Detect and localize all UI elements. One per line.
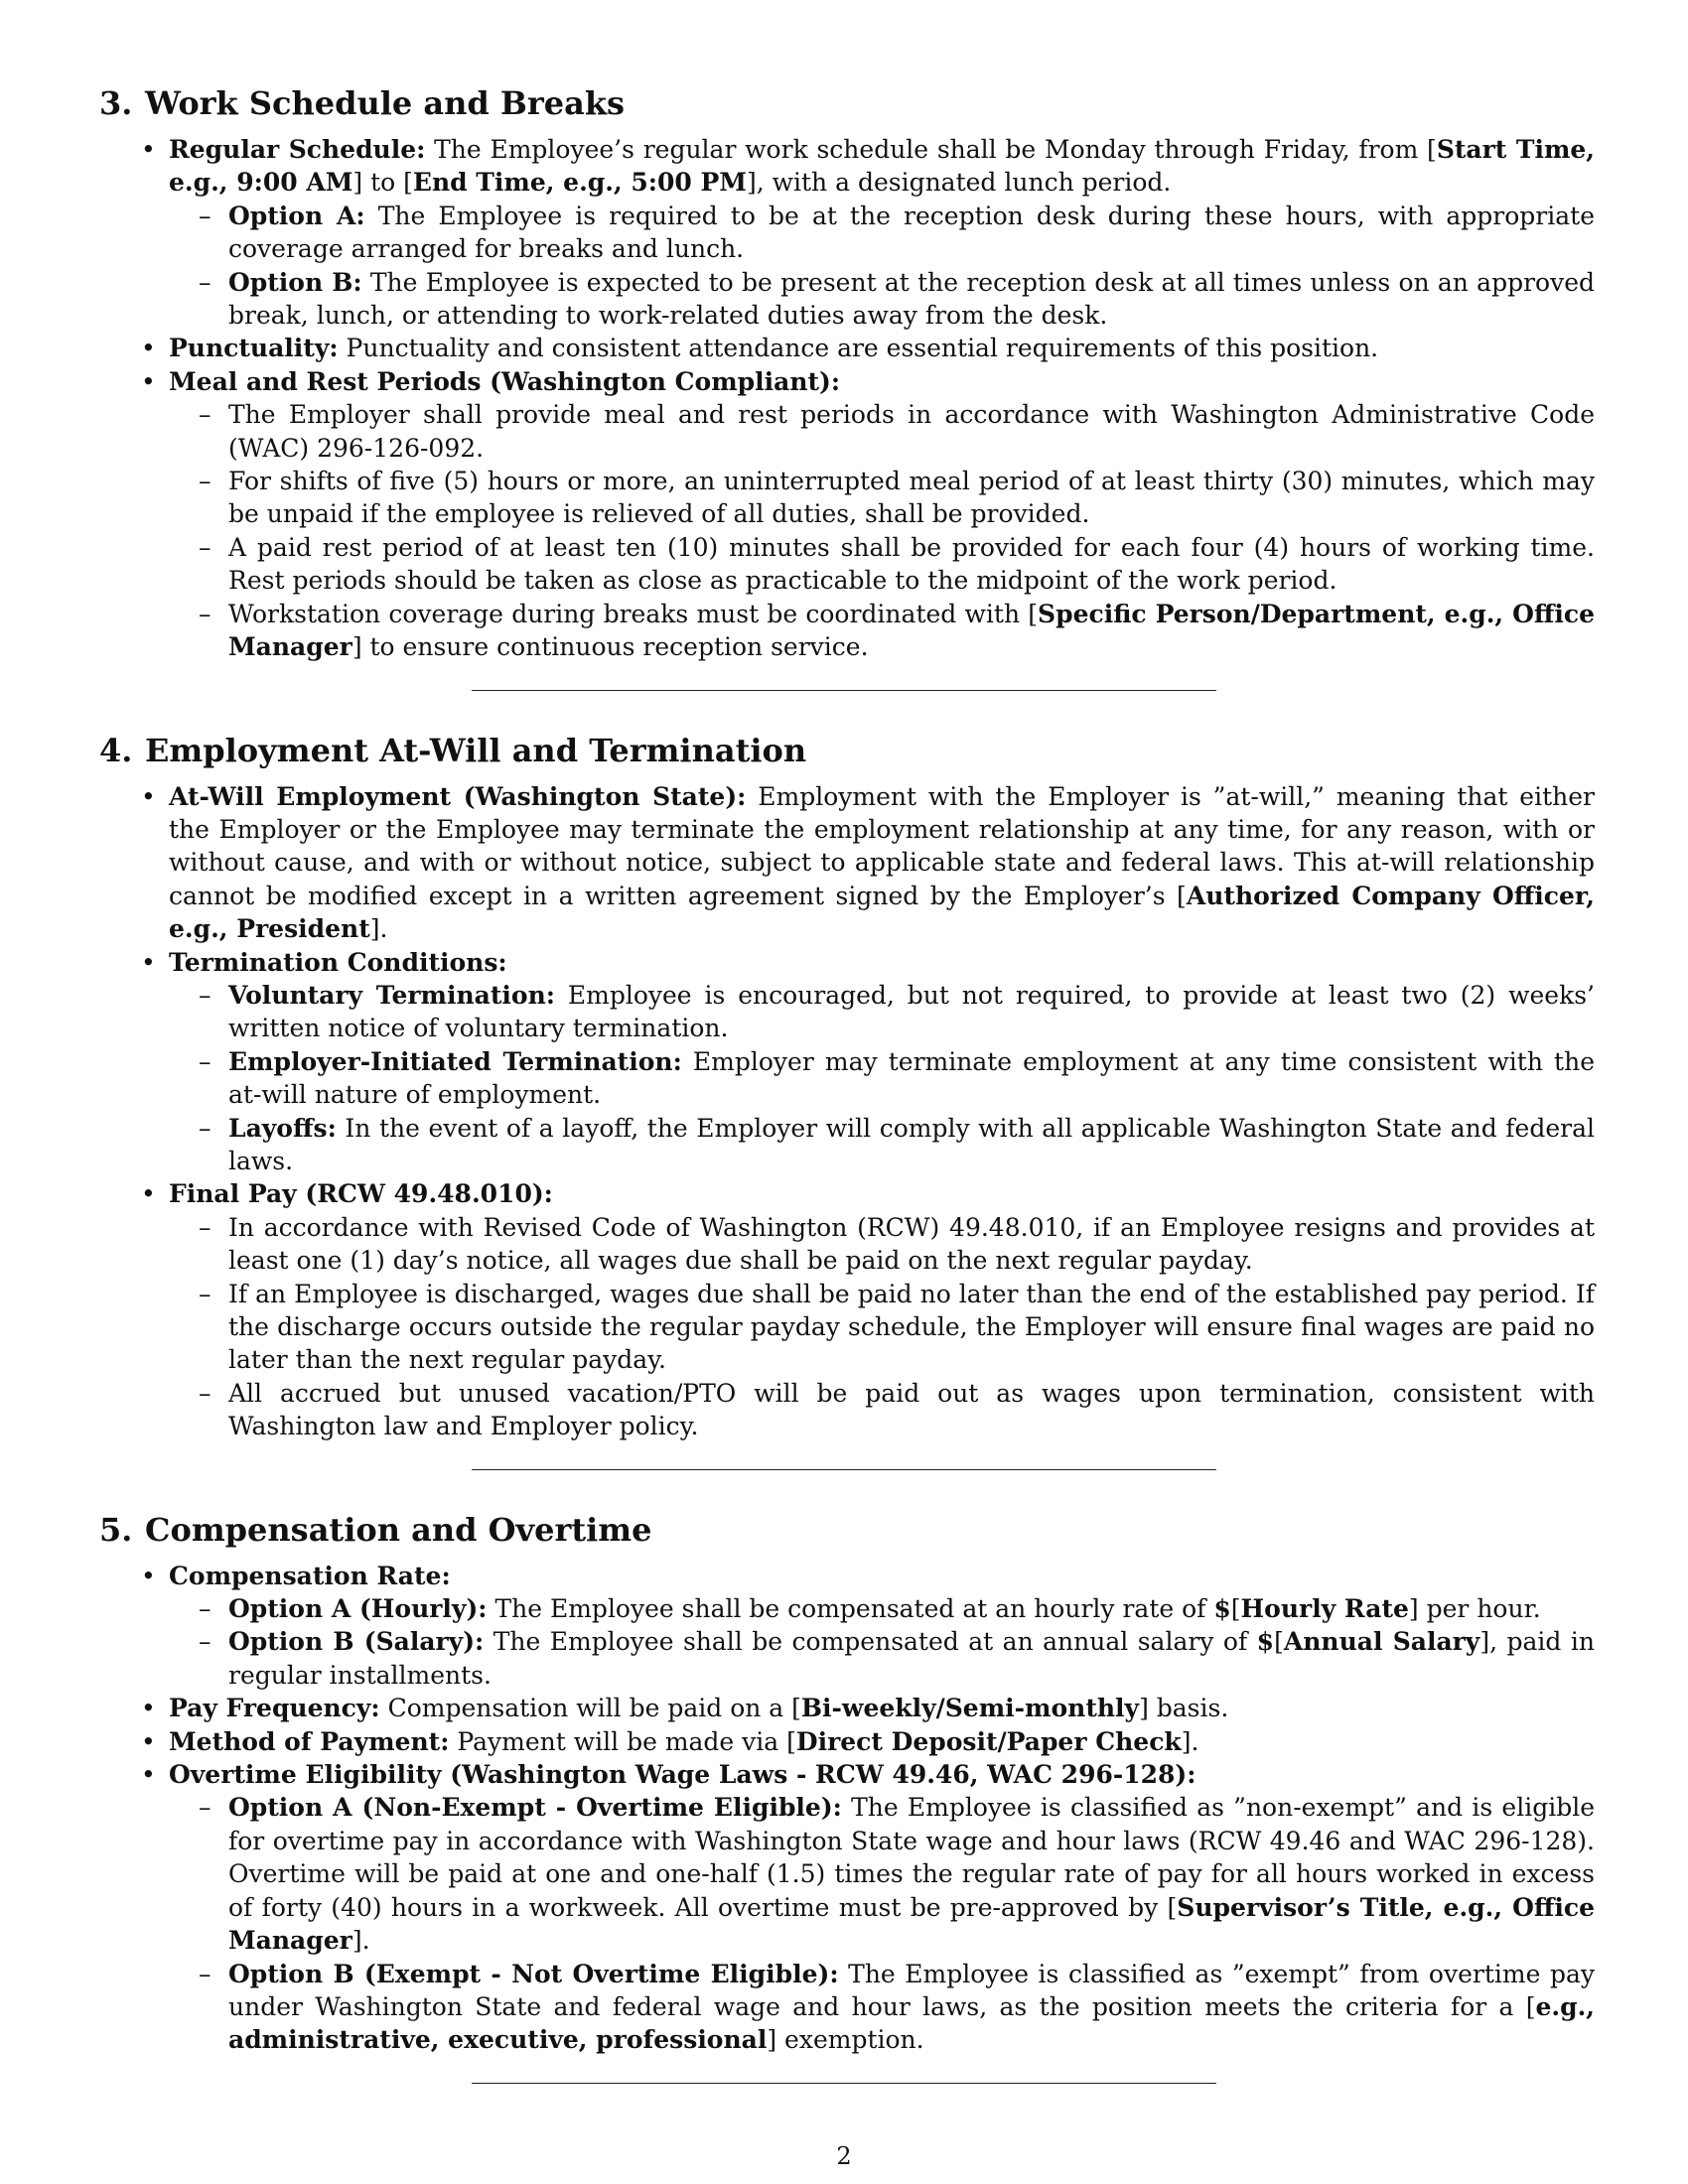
sub-list <box>169 398 1595 663</box>
list-item: – Workstation coverage during breaks must be coordinated with [Specific Person/Department, e.g., Office Manager] to ensure continuous reception service. <box>228 598 1595 664</box>
list-item: – All accrued but unused vacation/PTO will be paid out as wages upon termination, consistent with Washington law and Employer policy. <box>228 1377 1595 1443</box>
list-item-payment-method: • Method of Payment: Payment will be made via [Direct Deposit/Paper Check]. <box>169 1725 1595 1758</box>
document-page <box>99 83 1595 2123</box>
list-item: – Employer-Initiated Termination: Employer may terminate employment at any time consistent with the at-will nature of employment. <box>228 1045 1595 1112</box>
section-heading: 5. Compensation and Overtime <box>99 1510 652 1549</box>
list-item-regular-schedule: • Regular Schedule: The Employee’s regular work schedule shall be Monday through Friday, from [Start Time, e.g., 9:00 AM] to [End Time, e.g., 5:00 PM], with a designated lunch period. – Option A: The Employee is required to be at the reception desk during these hours, with appropriate coverage arranged for breaks and lunch. – Option B: The Employee is expected to be present at the reception desk at all times unless on an approved break, lunch, or attending to work-related duties away from the desk. <box>169 133 1595 332</box>
list-item: – Option A (Non-Exempt - Overtime Eligible): The Employee is classified as ”non-exempt” and is eligible for overtime pay in accordance with Washington State wage and hour laws (RCW 49.46 and WAC 296-128). Overtime will be paid at one and one-half (1.5) times the regular rate of pay for all hours worked in excess of forty (40) hours in a workweek. All overtime must be pre-approved by [Supervisor’s Title, e.g., Office Manager]. <box>228 1791 1595 1957</box>
horizontal-rule <box>472 690 1216 691</box>
list-item: – Option B (Salary): The Employee shall be compensated at an annual salary of $[Annual Salary], paid in regular installments. <box>228 1625 1595 1692</box>
list-item: – In accordance with Revised Code of Washington (RCW) 49.48.010, if an Employee resigns and provides at least one (1) day’s notice, all wages due shall be paid on the next regular payday. <box>228 1211 1595 1278</box>
section-heading: 3. Work Schedule and Breaks <box>99 84 626 122</box>
page-number: 2 <box>836 2142 852 2170</box>
sub-list <box>169 979 1595 1177</box>
list-item-compensation-rate: • Compensation Rate: – Option A (Hourly): The Employee shall be compensated at an hourly rate of $[Hourly Rate] per hour. – Option B (Salary): The Employee shall be compensated at an annual salary of $[Annual Salary], paid in regular installments. <box>169 1560 1595 1693</box>
section-compensation-overtime <box>99 1510 1595 2057</box>
section-employment-termination <box>99 731 1595 1443</box>
list-item-meal-rest: • Meal and Rest Periods (Washington Compliant): – The Employer shall provide meal and rest periods in accordance with Washington Administrative Code (WAC) 296-126-092. – For shifts of five (5) hours or more, an uninterrupted meal period of at least thirty (30) minutes, which may be unpaid if the employee is relieved of all duties, shall be provided. – A paid rest period of at least ten (10) minutes shall be provided for each four (4) hours of working time. Rest periods should be taken as close as practicable to the midpoint of the work period. – Workstation coverage during breaks must be coordinated with [Specific Person/Department, e.g., Office Manager] to ensure continuous reception service. <box>169 365 1595 664</box>
list-item: – A paid rest period of at least ten (10) minutes shall be provided for each four (4) hours of working time. Rest periods should be taken as close as practicable to the midpoint of the work period. <box>228 531 1595 598</box>
list-item: – Option A (Hourly): The Employee shall be compensated at an hourly rate of $[Hourly Rate] per hour. <box>228 1592 1595 1625</box>
bullet-list <box>99 133 1595 664</box>
sub-list <box>169 200 1595 333</box>
bullet-list <box>99 780 1595 1443</box>
section-heading: 4. Employment At-Will and Termination <box>99 731 807 769</box>
horizontal-rule <box>472 1469 1216 1470</box>
list-item: – Option A: The Employee is required to be at the reception desk during these hours, with appropriate coverage arranged for breaks and lunch. <box>228 200 1595 266</box>
list-item: – Layoffs: In the event of a layoff, the Employer will comply with all applicable Washington State and federal laws. <box>228 1112 1595 1178</box>
list-item: – For shifts of five (5) hours or more, an uninterrupted meal period of at least thirty (30) minutes, which may be unpaid if the employee is relieved of all duties, shall be provided. <box>228 465 1595 531</box>
list-item-pay-frequency: • Pay Frequency: Compensation will be paid on a [Bi-weekly/Semi-monthly] basis. <box>169 1692 1595 1724</box>
horizontal-rule <box>472 2083 1216 2084</box>
sub-list <box>169 1211 1595 1443</box>
list-item: – Option B: The Employee is expected to be present at the reception desk at all times unless on an approved break, lunch, or attending to work-related duties away from the desk. <box>228 266 1595 333</box>
sub-list <box>169 1791 1595 2056</box>
list-item: – If an Employee is discharged, wages due shall be paid no later than the end of the established pay period. If the discharge occurs outside the regular payday schedule, the Employer will ensure final wages are paid no later than the next regular payday. <box>228 1278 1595 1377</box>
list-item: – The Employer shall provide meal and rest periods in accordance with Washington Administrative Code (WAC) 296-126-092. <box>228 398 1595 465</box>
list-item-punctuality: • Punctuality: Punctuality and consistent attendance are essential requirements of this position. <box>169 332 1595 364</box>
list-item-final-pay: • Final Pay (RCW 49.48.010): – In accordance with Revised Code of Washington (RCW) 49.48.010, if an Employee resigns and provides at least one (1) day’s notice, all wages due shall be paid on the next regular payday. – If an Employee is discharged, wages due shall be paid no later than the end of the established pay period. If the discharge occurs outside the regular payday schedule, the Employer will ensure final wages are paid no later than the next regular payday. – All accrued but unused vacation/PTO will be paid out as wages upon termination, consistent with Washington law and Employer policy. <box>169 1177 1595 1442</box>
list-item-termination-conditions: • Termination Conditions: – Voluntary Termination: Employee is encouraged, but not required, to provide at least two (2) weeks’ written notice of voluntary termination. – Employer-Initiated Termination: Employer may terminate employment at any time consistent with the at-will nature of employment. – Layoffs: In the event of a layoff, the Employer will comply with all applicable Washington State and federal laws. <box>169 946 1595 1178</box>
list-item: – Option B (Exempt - Not Overtime Eligible): The Employee is classified as ”exempt” from overtime pay under Washington State and federal wage and hour laws, as the position meets the criteria for a [e.g., administrative, executive, professional] exemption. <box>228 1958 1595 2057</box>
list-item-at-will: • At-Will Employment (Washington State): Employment with the Employer is ”at-will,” meaning that either the Employer or the Employee may terminate the employment relationship at any time, for any reason, with or without cause, and with or without notice, subject to applicable state and federal laws. This at-will relationship cannot be modified except in a written agreement signed by the Employer’s [Authorized Company Officer, e.g., President]. <box>169 780 1595 946</box>
sub-list <box>169 1592 1595 1692</box>
list-item: – Voluntary Termination: Employee is encouraged, but not required, to provide at least two (2) weeks’ written notice of voluntary termination. <box>228 979 1595 1045</box>
section-work-schedule <box>99 83 1595 664</box>
list-item-overtime: • Overtime Eligibility (Washington Wage Laws - RCW 49.46, WAC 296-128): – Option A (Non-Exempt - Overtime Eligible): The Employee is classified as ”non-exempt” and is eligible for overtime pay in accordance with Washington State wage and hour laws (RCW 49.46 and WAC 296-128). Overtime will be paid at one and one-half (1.5) times the regular rate of pay for all hours worked in excess of forty (40) hours in a workweek. All overtime must be pre-approved by [Supervisor’s Title, e.g., Office Manager]. – Option B (Exempt - Not Overtime Eligible): The Employee is classified as ”exempt” from overtime pay under Washington State and federal wage and hour laws, as the position meets the criteria for a [e.g., administrative, executive, professional] exemption. <box>169 1758 1595 2057</box>
bullet-list <box>99 1560 1595 2057</box>
